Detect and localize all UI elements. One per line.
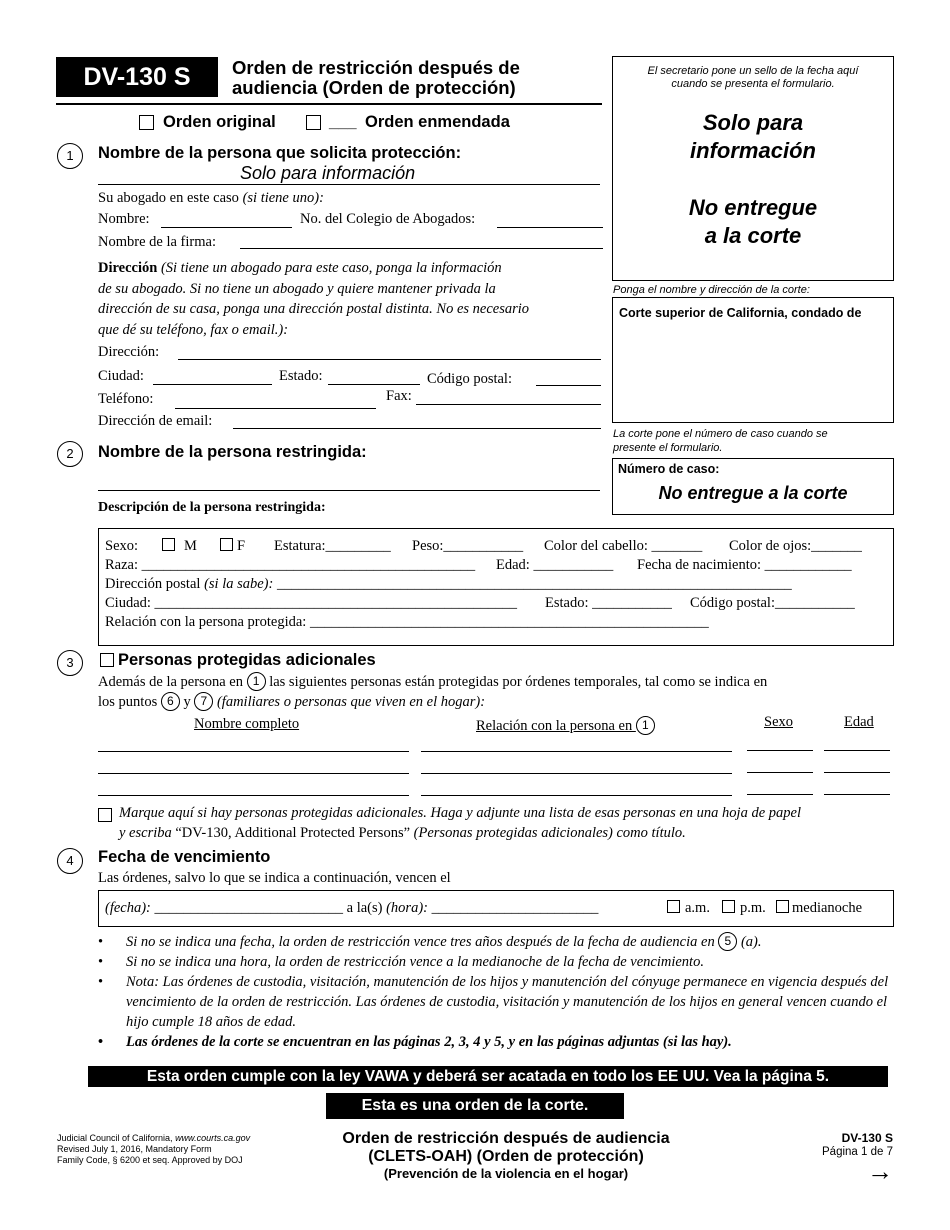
phone-field[interactable] [175, 408, 376, 409]
relationship-field[interactable]: Relación con la persona protegida: _______________________________________________________ [105, 614, 709, 630]
firm-name-label: Nombre de la firma: [98, 234, 216, 250]
midnight-label: medianoche [792, 900, 863, 916]
ref-item-5: 5 [718, 932, 737, 951]
person-1-name[interactable] [98, 751, 409, 752]
restrained-name-field[interactable] [98, 490, 600, 491]
order-original-label: Orden original [163, 113, 276, 131]
more-persons-text-2: y escriba “DV-130, Additional Protected Persons” (Personas protegidas adicionales) como título. [119, 825, 686, 841]
more-persons-checkbox[interactable] [98, 808, 112, 822]
zip-field[interactable] [536, 385, 601, 386]
section-4-heading: Fecha de vencimiento [98, 848, 271, 866]
ref-item-1b: 1 [636, 716, 655, 735]
case-number-value: No entregue a la corte [658, 483, 848, 503]
section-3-intro-1: Además de la persona en 1 las siguientes personas están protegidas por órdenes temporales, tal como se indica en [98, 674, 768, 690]
court-note: Ponga el nombre y dirección de la corte: [613, 284, 810, 296]
stamp-note: El secretario pone un sello de la fecha aquí cuando se presenta el formulario. [647, 65, 859, 90]
case-note: La corte pone el número de caso cuando se presente el formulario. [613, 428, 828, 454]
case-number-box[interactable] [612, 458, 894, 515]
col-age: Edad [844, 714, 874, 730]
header-rule [56, 103, 602, 105]
order-amended-checkbox[interactable] [306, 115, 321, 130]
expiration-date-field[interactable]: (fecha): __________________________ a la(s) (hora): _______________________ [105, 900, 599, 916]
person-1-relationship[interactable] [421, 751, 732, 752]
section-3-number: 3 [57, 650, 83, 676]
hair-color-field[interactable]: Color del cabello: _______ [544, 538, 703, 554]
section-4-intro: Las órdenes, salvo lo que se indica a continuación, vencen el [98, 870, 451, 886]
person-1-age[interactable] [824, 750, 890, 751]
am-label: a.m. [685, 900, 710, 916]
footer-title: Orden de restricción después de audiencia (CLETS-OAH) (Orden de protección) (Prevención de la violencia en el hogar) [342, 1130, 670, 1181]
dob-field[interactable]: Fecha de nacimiento: ____________ [637, 557, 852, 573]
bullet-3: • Nota: Las órdenes de custodia, visitación, manutención de los hijos y manutención del cónyuge permanece en vigencia después del vencimiento de la orden de restricción. Las órdenes de custodia, visitación y manutención de los hijos en general vencen cuando el hijo cumple 18 años de edad. [98, 974, 889, 1030]
section-1-heading: Nombre de la persona que solicita protección: [98, 144, 462, 162]
col-relationship: Relación con la persona en 1 [476, 716, 655, 735]
court-order-banner: Esta es una orden de la corte. [326, 1093, 624, 1119]
section-1-number: 1 [57, 143, 83, 169]
eye-color-field[interactable]: Color de ojos:_______ [729, 538, 862, 554]
footer-left: Judicial Council of California, www.courts.ca.gov Revised July 1, 2016, Mandatory Form Family Code, § 6200 et seq. Approved by DOJ [57, 1133, 251, 1165]
sex-m-label: M [184, 538, 197, 554]
fax-field[interactable] [416, 404, 601, 405]
section-3-intro-2: los puntos 6 y 7 (familiares o personas que viven en el hogar): [98, 694, 486, 710]
form-id-badge [56, 57, 218, 97]
address-label: Dirección: [98, 344, 160, 360]
court-name-text: Corte superior de California, condado de [619, 306, 862, 320]
person-2-relationship[interactable] [421, 773, 732, 774]
phone-label: Teléfono: [98, 391, 154, 407]
description-heading: Descripción de la persona restringida: [98, 500, 326, 515]
vawa-banner: Esta orden cumple con la ley VAWA y deberá ser acatada en todo los EE UU. Vea la página 5. [88, 1066, 888, 1087]
form-title: Orden de restricción después de audiencia (Orden de protección) [232, 57, 520, 98]
court-name-box[interactable] [612, 297, 894, 423]
person-3-age[interactable] [824, 794, 890, 795]
state-field[interactable] [328, 384, 420, 385]
form-id: DV-130 S [83, 63, 191, 91]
person-2-age[interactable] [824, 772, 890, 773]
col-full-name: Nombre completo [194, 716, 300, 732]
person-2-sex[interactable] [747, 772, 813, 773]
address-instructions: Dirección (Si tiene un abogado para este caso, ponga la información de su abogado. Si no tiene un abogado y quiere mantener privada la dirección de su casa, ponga una dirección postal distinta. No es necesario que dé su teléfono, fax o email.): [98, 260, 530, 338]
clerk-stamp-box [612, 56, 894, 281]
bullet-4: • Las órdenes de la corte se encuentran en las páginas 2, 3, 4 y 5, y en las páginas adjuntas (si las hay). [98, 1034, 732, 1050]
weight-field[interactable]: Peso:___________ [412, 538, 524, 554]
person-1-sex[interactable] [747, 750, 813, 751]
order-amended-blank: ___ [329, 113, 357, 131]
col-sex: Sexo [764, 714, 793, 730]
lawyer-name-label: Nombre: [98, 211, 150, 227]
next-page-arrow-icon[interactable]: → [867, 1156, 893, 1186]
sex-f-label: F [237, 538, 246, 554]
order-amended-label: Orden enmendada [365, 113, 510, 131]
section-3-heading: Personas protegidas adicionales [118, 651, 376, 669]
section-2-heading: Nombre de la persona restringida: [98, 443, 367, 461]
expiration-box [98, 890, 894, 927]
info-only-text: Solo para información [690, 110, 816, 163]
petitioner-name-line[interactable] [98, 184, 600, 185]
zip-label: Código postal: [427, 371, 512, 387]
zip-field-2[interactable]: Código postal:___________ [690, 595, 855, 611]
race-field[interactable]: Raza: ______________________________________________ [105, 557, 476, 573]
city-label: Ciudad: [98, 368, 144, 384]
do-not-file-text: No entregue a la corte [688, 195, 818, 248]
case-number-label: Número de caso: [618, 462, 720, 476]
bullet-1: • Si no se indica una fecha, la orden de restricción vence tres años después de la fecha de audiencia en 5 (a). [98, 934, 762, 950]
midnight-checkbox[interactable] [776, 900, 789, 913]
person-3-name[interactable] [98, 795, 409, 796]
ref-item-7: 7 [194, 692, 213, 711]
person-2-name[interactable] [98, 773, 409, 774]
city-field[interactable] [153, 384, 272, 385]
ref-item-6: 6 [161, 692, 180, 711]
sex-m-checkbox[interactable] [162, 538, 175, 551]
sex-f-checkbox[interactable] [220, 538, 233, 551]
height-field[interactable]: Estatura:_________ [274, 538, 391, 554]
age-field[interactable]: Edad: ___________ [496, 557, 614, 573]
mailing-address-field[interactable]: Dirección postal (si la sabe): _______________________________________________________________________ [105, 576, 792, 592]
lawyer-label: Su abogado en este caso (si tiene uno): [98, 190, 324, 206]
firm-name-field[interactable] [240, 248, 603, 249]
lawyer-name-field[interactable] [161, 227, 292, 228]
footer-right: DV-130 S Página 1 de 7 → [760, 1131, 893, 1183]
pm-label: p.m. [740, 900, 766, 916]
state-label: Estado: [279, 368, 323, 384]
sex-label: Sexo: [105, 538, 139, 554]
bullet-2: • Si no se indica una hora, la orden de restricción vence a la medianoche de la fecha de vencimiento. [98, 954, 704, 970]
petitioner-name-value: Solo para información [240, 163, 416, 183]
email-label: Dirección de email: [98, 413, 213, 429]
ref-item-1: 1 [247, 672, 266, 691]
bar-number-field[interactable] [497, 227, 603, 228]
description-box [98, 528, 894, 646]
section-4-number: 4 [57, 848, 83, 874]
am-checkbox[interactable] [667, 900, 680, 913]
section-2-number: 2 [57, 441, 83, 467]
state-field-2[interactable]: Estado: ___________ [545, 595, 672, 611]
fax-label: Fax: [386, 388, 412, 404]
city-field-2[interactable]: Ciudad: __________________________________________________ [105, 595, 518, 611]
bar-number-label: No. del Colegio de Abogados: [300, 211, 476, 227]
address-field[interactable] [178, 359, 601, 360]
email-field[interactable] [233, 428, 601, 429]
additional-protected-checkbox[interactable] [100, 653, 114, 667]
person-3-sex[interactable] [747, 794, 813, 795]
pm-checkbox[interactable] [722, 900, 735, 913]
more-persons-text-1: Marque aquí si hay personas protegidas adicionales. Haga y adjunte una lista de esas personas en una hoja de papel [119, 805, 801, 821]
order-original-checkbox[interactable] [139, 115, 154, 130]
person-3-relationship[interactable] [421, 795, 732, 796]
